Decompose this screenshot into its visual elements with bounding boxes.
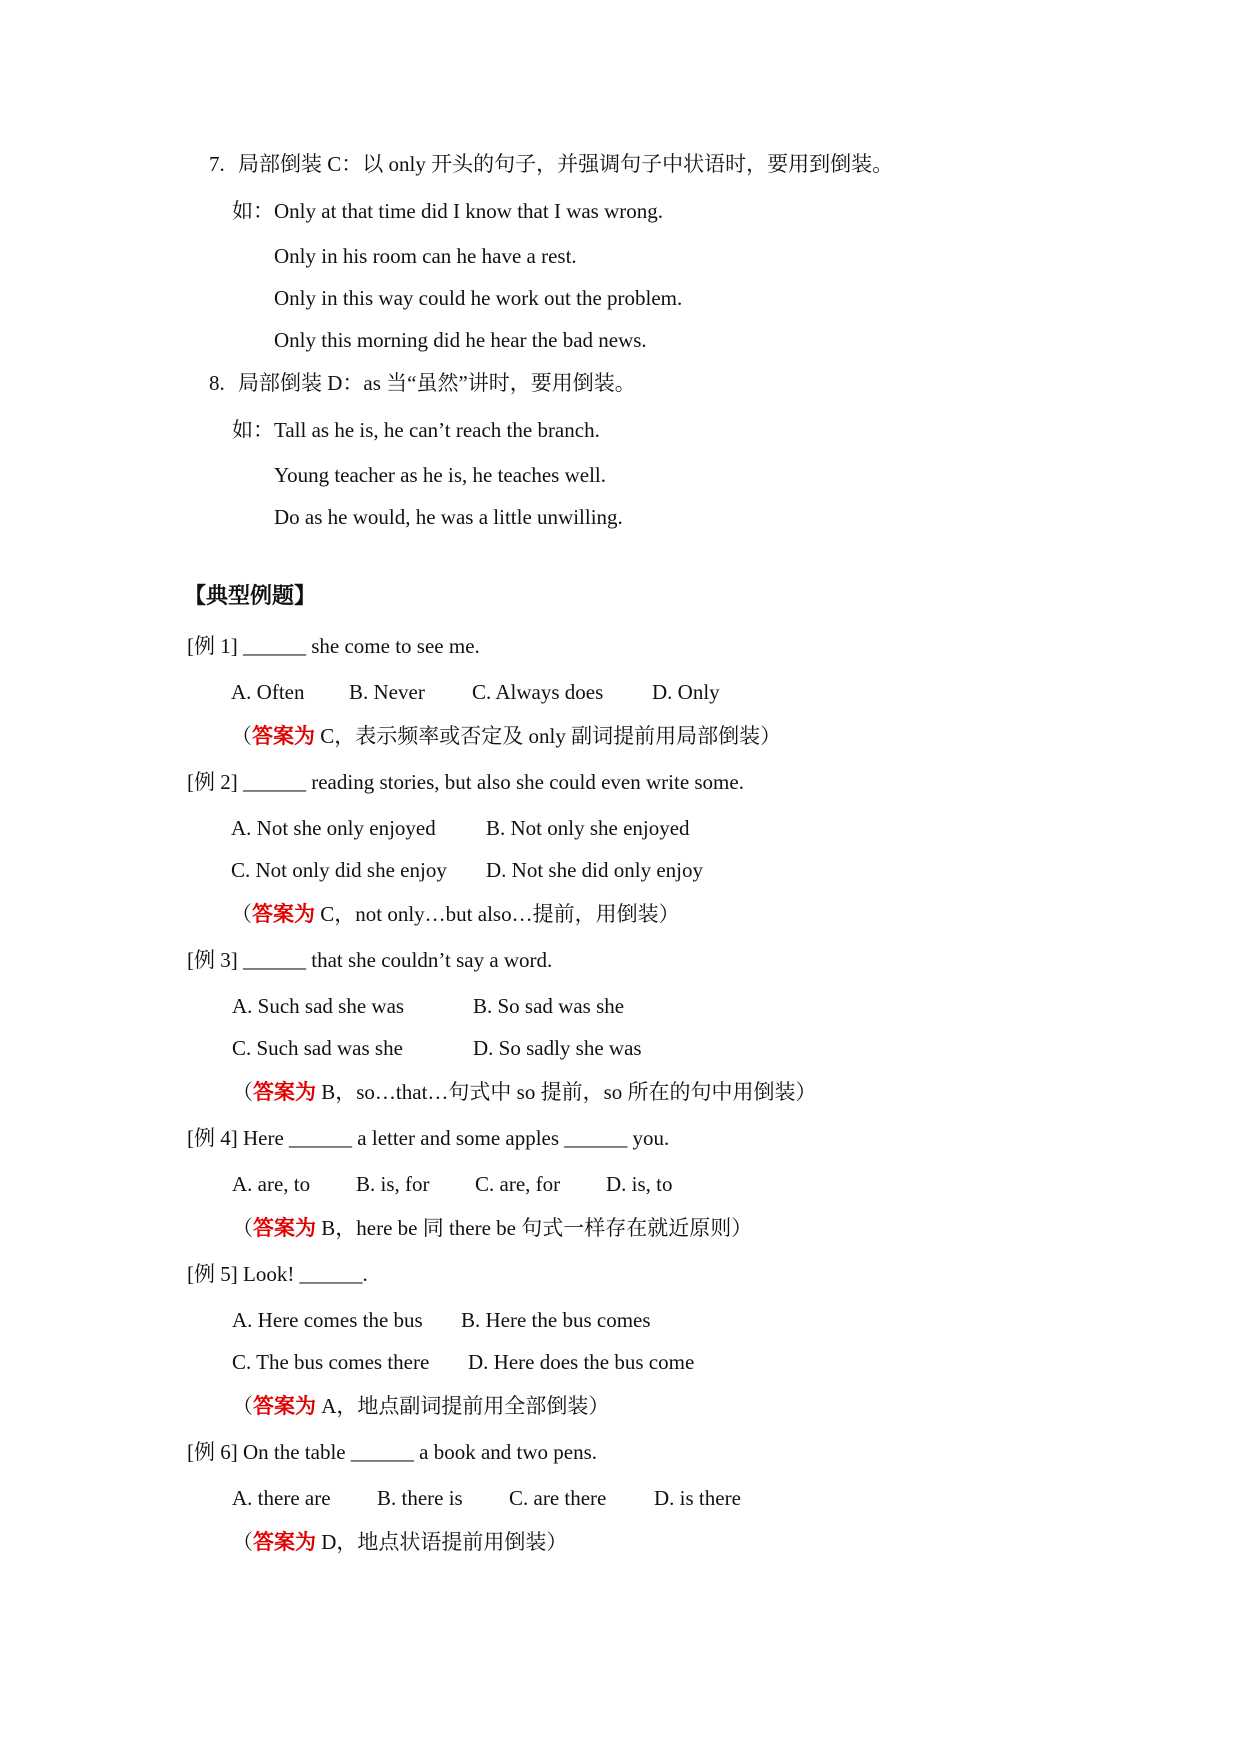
answer-label: 答案为 — [252, 724, 315, 748]
question-1-option-a: A. Often — [231, 680, 305, 704]
rule-8-example-3: Do as he would, he was a little unwilling. — [274, 505, 623, 529]
question-6-option-c: C. are there — [509, 1486, 607, 1510]
question-2-option-b: B. Not only she enjoyed — [486, 816, 690, 840]
question-3-option-c: C. Such sad was she — [232, 1036, 403, 1060]
answer-text: C，表示频率或否定及 only 副词提前用局部倒装） — [315, 724, 782, 748]
example-prefix: 如： — [232, 418, 274, 442]
question-3-option-a: A. Such sad she was — [232, 994, 405, 1018]
question-5-answer: （答案为 A，地点副词提前用全部倒装） — [232, 1394, 610, 1418]
question-2-answer: （答案为 C，not only…but also…提前，用倒装） — [231, 902, 680, 926]
question-4-option-a: A. are, to — [232, 1172, 311, 1196]
rule-number: 8. — [209, 371, 225, 395]
question-5-option-d: D. Here does the bus come — [468, 1350, 695, 1374]
answer-label: 答案为 — [253, 1216, 316, 1240]
question-6-stem: [例 6] On the table ______ a book and two pens. — [187, 1440, 598, 1464]
rule-number: 7. — [209, 152, 225, 176]
question-4-stem: [例 4] Here ______ a letter and some apples ______ you. — [187, 1126, 670, 1150]
rule-7-example-1 — [232, 197, 663, 225]
question-6-option-b: B. there is — [377, 1486, 463, 1510]
question-3-stem: [例 3] ______ that she couldn’t say a word. — [187, 948, 553, 972]
answer-text: D，地点状语提前用倒装） — [316, 1530, 568, 1554]
answer-label: 答案为 — [253, 1080, 316, 1104]
question-5-option-b: B. Here the bus comes — [461, 1308, 651, 1332]
answer-label: 答案为 — [253, 1394, 316, 1418]
question-3-answer: （答案为 B，so…that…句式中 so 提前，so 所在的句中用倒装） — [232, 1080, 817, 1104]
rule-8-example-2: Young teacher as he is, he teaches well. — [274, 463, 607, 487]
question-4-option-d: D. is, to — [606, 1172, 673, 1196]
question-6-option-a: A. there are — [232, 1486, 331, 1510]
question-6-answer: （答案为 D，地点状语提前用倒装） — [232, 1530, 568, 1554]
example-sentence: Tall as he is, he can’t reach the branch. — [274, 418, 600, 442]
question-1-option-d: D. Only — [652, 680, 720, 704]
question-3-option-d: D. So sadly she was — [473, 1036, 642, 1060]
example-prefix: 如： — [232, 199, 274, 223]
answer-text: B，so…that…句式中 so 提前，so 所在的句中用倒装） — [316, 1080, 817, 1104]
question-2-option-d: D. Not she did only enjoy — [486, 858, 703, 882]
section-title: 【典型例题】 — [184, 584, 317, 609]
rule-8-title — [209, 369, 636, 397]
question-1-option-b: B. Never — [349, 680, 425, 704]
rule-7-example-2: Only in his room can he have a rest. — [274, 244, 577, 268]
question-3-option-b: B. So sad was she — [473, 994, 625, 1018]
rule-7-example-4: Only this morning did he hear the bad news. — [274, 328, 647, 352]
question-1-option-c: C. Always does — [472, 680, 604, 704]
rule-7-example-3: Only in this way could he work out the problem. — [274, 286, 683, 310]
rule-7-title — [209, 150, 893, 178]
rule-8-example-1 — [232, 416, 600, 444]
question-4-option-c: C. are, for — [475, 1172, 561, 1196]
rule-title: 局部倒装 C：以 only 开头的句子，并强调句子中状语时，要用到倒装。 — [238, 152, 894, 176]
question-2-stem: [例 2] ______ reading stories, but also she could even write some. — [187, 770, 744, 794]
question-2-option-a: A. Not she only enjoyed — [231, 816, 436, 840]
question-1-answer: （答案为 C，表示频率或否定及 only 副词提前用局部倒装） — [231, 724, 782, 748]
question-5-stem: [例 5] Look! ______. — [187, 1262, 368, 1286]
question-5-option-c: C. The bus comes there — [232, 1350, 430, 1374]
rule-title: 局部倒装 D：as 当“虽然”讲时，要用倒装。 — [238, 371, 636, 395]
answer-text: A，地点副词提前用全部倒装） — [316, 1394, 610, 1418]
question-4-option-b: B. is, for — [356, 1172, 430, 1196]
question-2-option-c: C. Not only did she enjoy — [231, 858, 447, 882]
question-1-stem: [例 1] ______ she come to see me. — [187, 634, 480, 658]
question-5-option-a: A. Here comes the bus — [232, 1308, 423, 1332]
answer-label: 答案为 — [252, 902, 315, 926]
answer-text: C，not only…but also…提前，用倒装） — [315, 902, 680, 926]
answer-text: B，here be 同 there be 句式一样存在就近原则） — [316, 1216, 753, 1240]
question-6-option-d: D. is there — [654, 1486, 741, 1510]
example-sentence: Only at that time did I know that I was wrong. — [274, 199, 664, 223]
answer-label: 答案为 — [253, 1530, 316, 1554]
question-4-answer: （答案为 B，here be 同 there be 句式一样存在就近原则） — [232, 1216, 753, 1240]
